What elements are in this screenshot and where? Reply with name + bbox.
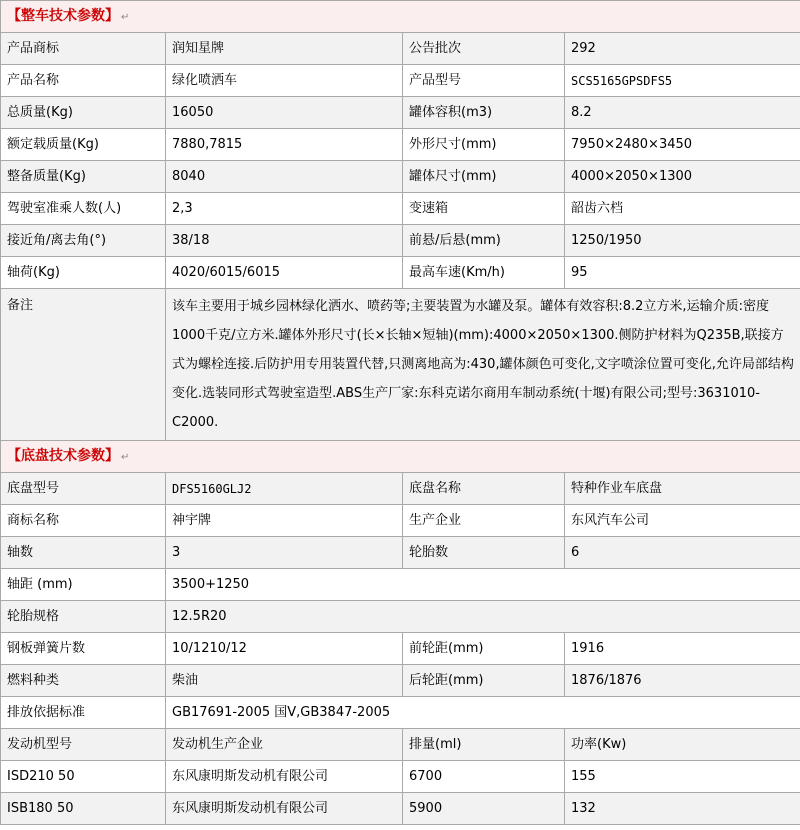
- engine-model-header: 发动机型号: [1, 729, 166, 761]
- power-header: 功率(Kw): [565, 729, 800, 761]
- engine-model: ISD210 50: [1, 761, 166, 793]
- table-row: [1, 33, 800, 65]
- remarks-value: 该车主要用于城乡园林绿化洒水、喷药等;主要装置为水罐及泵。罐体有效容积:8.2立方米,运输介质:密度1000千克/立方米.罐体外形尺寸(长×长轴×短轴)(mm):4000×2050×1300.侧防护材料为Q235B,联接方式为螺栓连接.后防护用专用装置代替,只测离地高为:430,罐体颜色可变化,文字喷涂位置可变化,允许局部结构变化.选装同形式驾驶室造型.ABS生产厂家:东科克诺尔商用车制动系统(十堰)有限公司;型号:3631010-C2000.: [166, 289, 800, 441]
- front-track-value: 1916: [565, 633, 800, 665]
- table-row: [1, 665, 800, 697]
- engine-row: [1, 793, 800, 825]
- springs-value: 10/1210/12: [166, 633, 403, 665]
- axles-label: 轴数: [1, 537, 166, 569]
- chassis-section-header: 【底盘技术参数】 ↵: [1, 441, 800, 473]
- chassis-model-label: 底盘型号: [1, 473, 166, 505]
- table-row: [1, 289, 800, 441]
- table-row: [1, 537, 800, 569]
- engine-power: 155: [565, 761, 800, 793]
- chassis-name-value: 特种作业车底盘: [565, 473, 800, 505]
- tank-volume-label: 罐体容积(m3): [403, 97, 565, 129]
- emission-value: GB17691-2005 国V,GB3847-2005: [166, 697, 800, 729]
- angles-label: 接近角/离去角(°): [1, 225, 166, 257]
- wheelbase-value: 3500+1250: [166, 569, 800, 601]
- brand-label: 产品商标: [1, 33, 166, 65]
- front-track-label: 前轮距(mm): [403, 633, 565, 665]
- remarks-label: 备注: [1, 289, 166, 441]
- emission-label: 排放依据标准: [1, 697, 166, 729]
- chassis-maker-value: 东风汽车公司: [565, 505, 800, 537]
- name-label: 产品名称: [1, 65, 166, 97]
- gross-mass-value: 16050: [166, 97, 403, 129]
- angles-value: 38/18: [166, 225, 403, 257]
- tire-spec-value: 12.5R20: [166, 601, 800, 633]
- chassis-brand-label: 商标名称: [1, 505, 166, 537]
- table-row: [1, 601, 800, 633]
- engine-displacement: 6700: [403, 761, 565, 793]
- rated-load-label: 额定载质量(Kg): [1, 129, 166, 161]
- axle-load-value: 4020/6015/6015: [166, 257, 403, 289]
- outer-dims-value: 7950×2480×3450: [565, 129, 800, 161]
- max-speed-label: 最高车速(Km/h): [403, 257, 565, 289]
- curb-mass-value: 8040: [166, 161, 403, 193]
- max-speed-value: 95: [565, 257, 800, 289]
- model-value: SCS5165GPSDFS5: [565, 65, 800, 97]
- model-label: 产品型号: [403, 65, 565, 97]
- table-row: [1, 65, 800, 97]
- engine-displacement: 5900: [403, 793, 565, 825]
- gearbox-label: 变速箱: [403, 193, 565, 225]
- cab-seats-value: 2,3: [166, 193, 403, 225]
- table-row: [1, 473, 800, 505]
- springs-label: 钢板弹簧片数: [1, 633, 166, 665]
- table-row: [1, 193, 800, 225]
- chassis-maker-label: 生产企业: [403, 505, 565, 537]
- table-row: [1, 129, 800, 161]
- engine-maker: 东风康明斯发动机有限公司: [166, 793, 403, 825]
- chassis-model-value: DFS5160GLJ2: [166, 473, 403, 505]
- outer-dims-label: 外形尺寸(mm): [403, 129, 565, 161]
- rated-load-value: 7880,7815: [166, 129, 403, 161]
- chassis-section-title: 【底盘技术参数】: [7, 447, 119, 464]
- chassis-brand-value: 神宇牌: [166, 505, 403, 537]
- batch-value: 292: [565, 33, 800, 65]
- engine-power: 132: [565, 793, 800, 825]
- table-row: [1, 633, 800, 665]
- engine-maker-header: 发动机生产企业: [166, 729, 403, 761]
- rear-track-value: 1876/1876: [565, 665, 800, 697]
- tank-dims-label: 罐体尺寸(mm): [403, 161, 565, 193]
- overhang-value: 1250/1950: [565, 225, 800, 257]
- table-row: [1, 569, 800, 601]
- tire-spec-label: 轮胎规格: [1, 601, 166, 633]
- table-row: [1, 257, 800, 289]
- vehicle-section-title: 【整车技术参数】: [7, 7, 119, 24]
- table-row: [1, 161, 800, 193]
- name-value: 绿化喷洒车: [166, 65, 403, 97]
- axles-value: 3: [166, 537, 403, 569]
- engine-model: ISB180 50: [1, 793, 166, 825]
- table-row: [1, 225, 800, 257]
- gross-mass-label: 总质量(Kg): [1, 97, 166, 129]
- tires-label: 轮胎数: [403, 537, 565, 569]
- wheelbase-label: 轴距 (mm): [1, 569, 166, 601]
- chassis-name-label: 底盘名称: [403, 473, 565, 505]
- displacement-header: 排量(ml): [403, 729, 565, 761]
- table-row: [1, 97, 800, 129]
- table-row: [1, 505, 800, 537]
- engine-maker: 东风康明斯发动机有限公司: [166, 761, 403, 793]
- batch-label: 公告批次: [403, 33, 565, 65]
- engine-header-row: [1, 729, 800, 761]
- rear-track-label: 后轮距(mm): [403, 665, 565, 697]
- tires-value: 6: [565, 537, 800, 569]
- vehicle-section-header: 【整车技术参数】 ↵: [1, 1, 800, 33]
- overhang-label: 前悬/后悬(mm): [403, 225, 565, 257]
- tank-volume-value: 8.2: [565, 97, 800, 129]
- gearbox-value: 韶齿六档: [565, 193, 800, 225]
- curb-mass-label: 整备质量(Kg): [1, 161, 166, 193]
- tank-dims-value: 4000×2050×1300: [565, 161, 800, 193]
- engine-row: [1, 761, 800, 793]
- fuel-label: 燃料种类: [1, 665, 166, 697]
- cab-seats-label: 驾驶室准乘人数(人): [1, 193, 166, 225]
- axle-load-label: 轴荷(Kg): [1, 257, 166, 289]
- table-row: [1, 697, 800, 729]
- brand-value: 润知星牌: [166, 33, 403, 65]
- fuel-value: 柴油: [166, 665, 403, 697]
